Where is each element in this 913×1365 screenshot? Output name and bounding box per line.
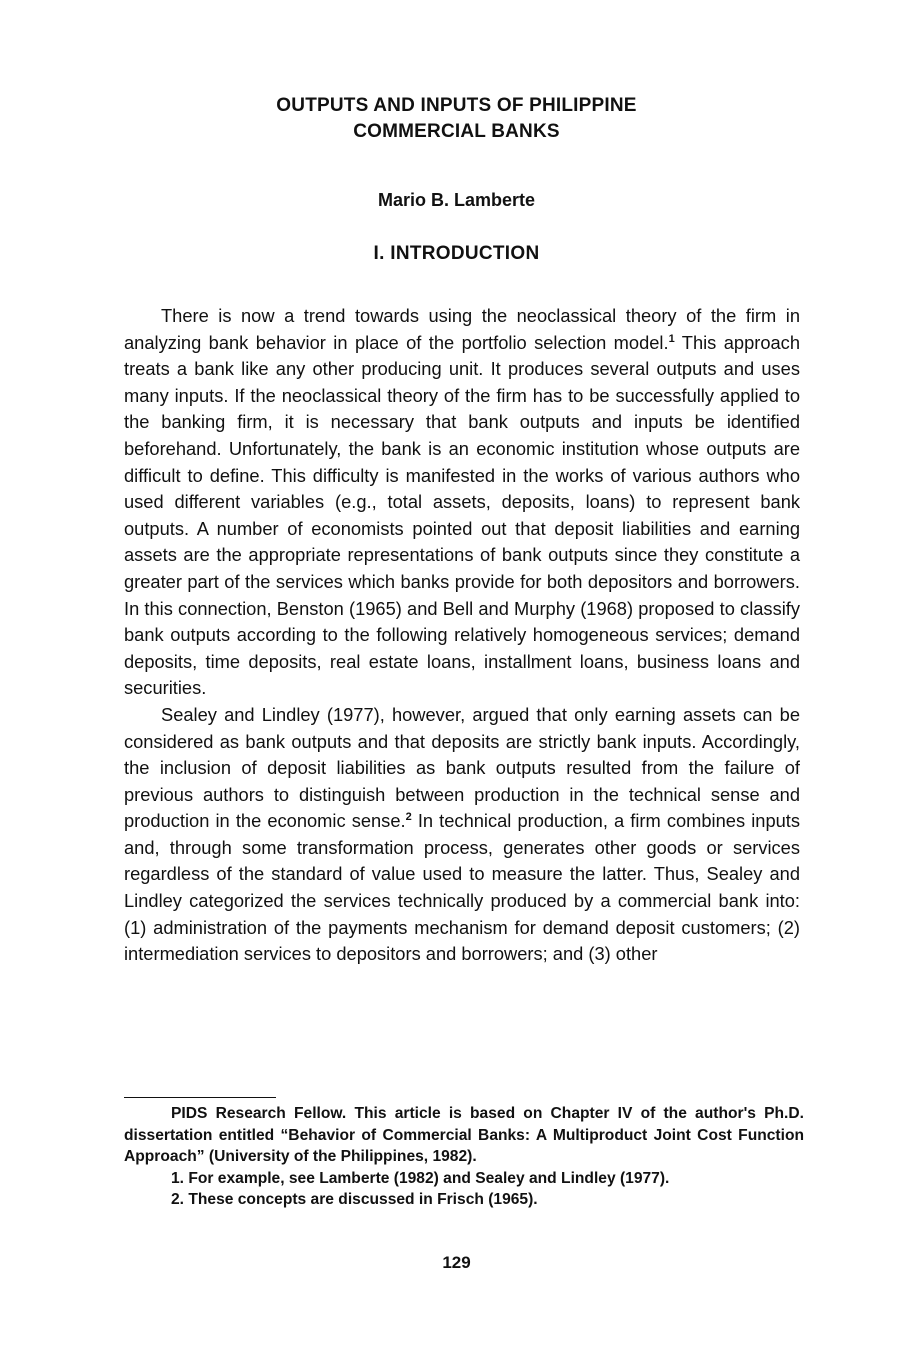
page-number: 129 xyxy=(442,1253,471,1272)
footnote-2-text: These concepts are discussed in Frisch (1965). xyxy=(188,1191,538,1208)
body-text xyxy=(124,303,800,968)
paragraph-2-text-b: In technical production, a firm combines inputs and, through some transformation process, generates other goods or services regardless of the standard of value used to measure the latter. Thus, Sealey and Lindley categorized the services technically produced by a commercial bank into: (1) administration of the payments mechanism for demand deposit customers; (2) intermediation services to depositors and borrowers; and (3) other xyxy=(124,810,800,965)
paragraph-2 xyxy=(124,702,800,968)
footnote-2-number: 2. xyxy=(171,1191,185,1208)
footnote-divider xyxy=(124,1097,276,1098)
paragraph-1-text-a: There is now a trend towards using the neoclassical theory of the firm in analyzing bank behavior in place of the portfolio selection model. xyxy=(124,305,800,353)
article-title xyxy=(0,93,913,145)
footnote-ref-2: 2 xyxy=(405,811,412,824)
paragraph-1 xyxy=(124,303,800,702)
footnote-ref-1: 1 xyxy=(668,332,675,345)
footnote-affiliation: PIDS Research Fellow. This article is based on Chapter IV of the author's Ph.D. dissertation entitled “Behavior of Commercial Banks: A Multiproduct Joint Cost Function Approach” (University of the Philippines, 1982). xyxy=(124,1105,804,1165)
footnote-1 xyxy=(124,1168,804,1190)
footnote-1-number: 1. xyxy=(171,1169,185,1187)
section-heading: I. INTRODUCTION xyxy=(373,243,540,264)
footnotes xyxy=(124,1103,804,1211)
author-name: Mario B. Lamberte xyxy=(377,190,536,210)
paragraph-1-text-b: This approach treats a bank like any other producing unit. It produces several outputs and uses many inputs. If the neoclassical theory of the firm has to be successfully applied to the banking firm, it is necessary that bank outputs and inputs be identified beforehand. Unfortunately, the bank is an economic institution whose outputs are difficult to define. This difficulty is manifested in the works of various authors who used different variables (e.g., total assets, deposits, loans) to represent bank outputs. A number of economists pointed out that deposit liabilities and earning assets are the appropriate representations of bank outputs since they constitute a greater part of the services which banks provide for both depositors and borrowers. In this connection, Benston (1965) and Bell and Murphy (1968) proposed to classify bank outputs according to the following relatively homogeneous services; demand deposits, time deposits, real estate loans, installment loans, business loans and securities. xyxy=(124,331,800,699)
article-title-line-2: COMMERCIAL BANKS xyxy=(353,121,560,142)
footnote-1-text: For example, see Lamberte (1982) and Sealey and Lindley (1977). xyxy=(188,1169,670,1187)
paragraph-2-text-a: Sealey and Lindley (1977), however, argued that only earning assets can be considered as bank outputs and that deposits are strictly bank inputs. Accordingly, the inclusion of deposit liabilities as bank outputs resulted from the failure of previous authors to distinguish between production in the technical sense and production in the economic sense. xyxy=(124,703,800,832)
article-title-line-1: OUTPUTS AND INPUTS OF PHILIPPINE xyxy=(276,95,637,116)
footnote-2 xyxy=(124,1189,804,1211)
